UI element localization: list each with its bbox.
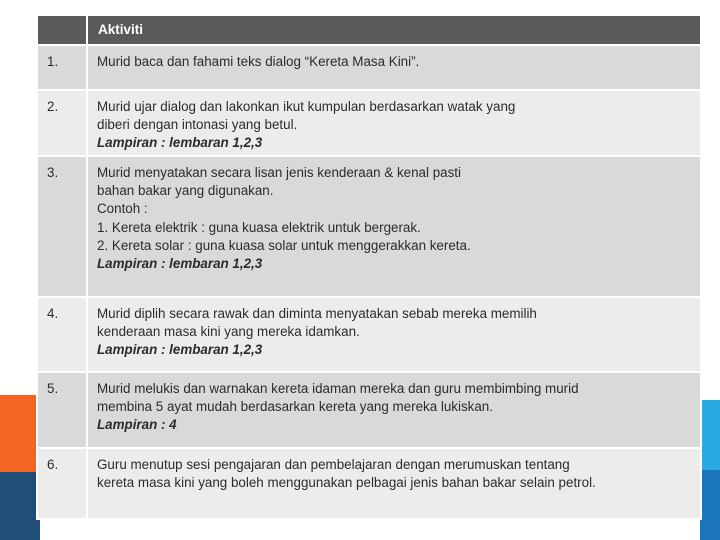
table-row	[37, 297, 701, 372]
activity-line: membina 5 ayat mudah berdasarkan kereta yang mereka lukiskan.	[97, 399, 493, 415]
activity-cell	[87, 297, 701, 372]
header-activity-cell	[87, 15, 701, 45]
activity-line: diberi dengan intonasi yang betul.	[97, 117, 298, 133]
decorative-blue-block	[700, 470, 720, 540]
table-row	[37, 45, 701, 90]
activity-line: Murid diplih secara rawak dan diminta menyatakan sebab mereka memilih	[97, 306, 537, 321]
header-number-cell	[37, 15, 87, 45]
activity-line: Murid baca dan fahami teks dialog “Kereta Masa Kini”.	[97, 54, 420, 69]
row-number-cell	[37, 156, 87, 297]
row-number-cell	[37, 45, 87, 90]
row-number: 1.	[47, 54, 59, 69]
row-number: 3.	[47, 165, 59, 180]
row-number-cell	[37, 297, 87, 372]
row-number: 5.	[47, 381, 59, 396]
activity-cell	[87, 90, 701, 156]
row-number: 6.	[47, 457, 59, 472]
table-header-row	[37, 15, 701, 45]
activity-line: 2. Kereta solar : guna kuasa solar untuk menggerakkan kereta.	[97, 237, 471, 253]
activity-line: Murid menyatakan secara lisan jenis kenderaan & kenal pasti	[97, 165, 461, 180]
activity-table-container	[36, 14, 700, 520]
activity-cell	[87, 45, 701, 90]
activity-line: bahan bakar yang digunakan.	[97, 183, 274, 199]
row-number-cell	[37, 90, 87, 156]
activity-line: 1. Kereta elektrik : guna kuasa elektrik untuk bergerak.	[97, 219, 421, 235]
row-number-cell	[37, 448, 87, 519]
row-number: 4.	[47, 306, 59, 321]
activity-line: Contoh :	[97, 201, 148, 217]
activity-cell	[87, 448, 701, 519]
row-number: 2.	[47, 99, 59, 114]
activity-line: Murid ujar dialog dan lakonkan ikut kumpulan berdasarkan watak yang	[97, 99, 516, 114]
attachment-reference: Lampiran : lembaran 1,2,3	[97, 135, 263, 151]
activity-line: Murid melukis dan warnakan kereta idaman mereka dan guru membimbing murid	[97, 381, 579, 396]
attachment-reference: Lampiran : 4	[97, 417, 177, 433]
attachment-reference: Lampiran : lembaran 1,2,3	[97, 342, 263, 358]
table-row	[37, 448, 701, 519]
decorative-navy-block	[0, 472, 40, 540]
activity-table	[36, 14, 702, 520]
attachment-reference: Lampiran : lembaran 1,2,3	[97, 256, 263, 272]
table-row	[37, 372, 701, 448]
table-row	[37, 156, 701, 297]
activity-cell	[87, 156, 701, 297]
header-activity-label: Aktiviti	[98, 21, 144, 37]
row-number-cell	[37, 372, 87, 448]
activity-line: Guru menutup sesi pengajaran dan pembelajaran dengan merumuskan tentang	[97, 457, 570, 472]
activity-cell	[87, 372, 701, 448]
activity-line: kereta masa kini yang boleh menggunakan pelbagai jenis bahan bakar selain petrol.	[97, 475, 596, 491]
table-row	[37, 90, 701, 156]
activity-line: kenderaan masa kini yang mereka idamkan.	[97, 324, 360, 340]
